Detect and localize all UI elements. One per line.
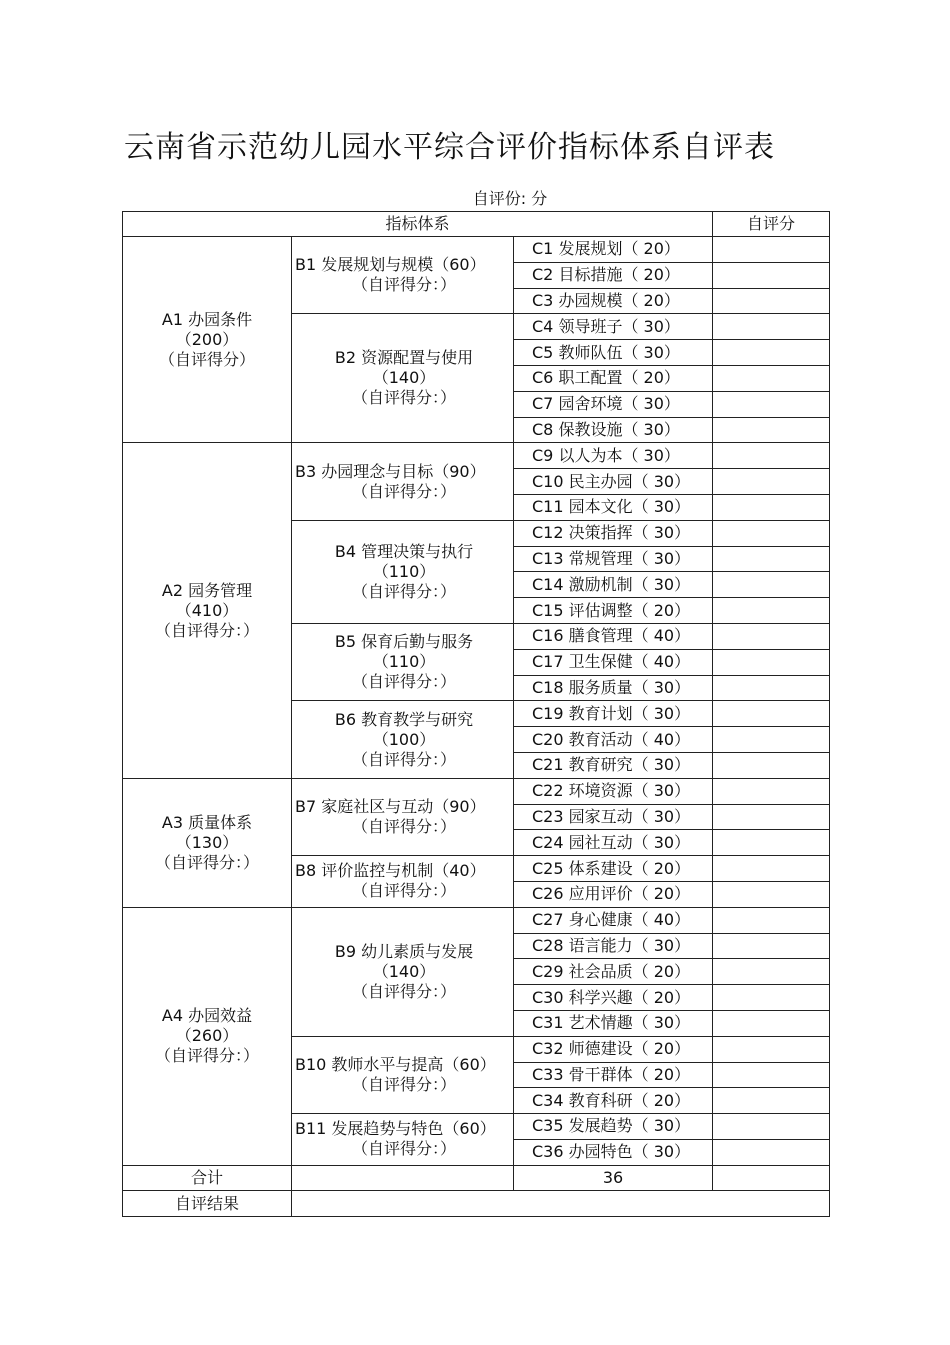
b-note: （自评得分：）: [351, 881, 456, 901]
score-cell[interactable]: [713, 985, 830, 1011]
c-item: C24 园社互动（ 30）: [514, 830, 713, 856]
c-item: C1 发展规划（ 20）: [514, 237, 713, 263]
score-cell[interactable]: [713, 701, 830, 727]
score-cell[interactable]: [713, 881, 830, 907]
a-name: A1 办园条件: [161, 309, 253, 329]
header-score: 自评分: [713, 212, 830, 237]
b-note: （自评得分：）: [351, 388, 456, 408]
a-name: A2 园务管理: [161, 580, 253, 600]
c-item: C21 教育研究（ 30）: [514, 752, 713, 778]
b-points: （140）: [372, 961, 436, 981]
b-name: B1 发展规划与规模（60）: [295, 255, 486, 275]
c-item: C23 园家互动（ 30）: [514, 804, 713, 830]
c-item: C13 常规管理（ 30）: [514, 546, 713, 572]
b-note: （自评得分：）: [351, 749, 456, 769]
score-cell[interactable]: [713, 959, 830, 985]
b6-cell: [292, 701, 514, 778]
c-item: C28 语言能力（ 30）: [514, 933, 713, 959]
score-cell[interactable]: [713, 649, 830, 675]
a2-cell: [123, 443, 292, 778]
b-name: B8 评价监控与机制（40）: [295, 861, 486, 881]
b-name: B5 保育后勤与服务: [334, 632, 474, 652]
c-item: C14 激励机制（ 30）: [514, 572, 713, 598]
c-item: C25 体系建设（ 20）: [514, 856, 713, 882]
c-item: C3 办园规模（ 20）: [514, 288, 713, 314]
score-cell[interactable]: [713, 830, 830, 856]
score-cell[interactable]: [713, 856, 830, 882]
a4-cell: [123, 907, 292, 1165]
table-row: [123, 443, 830, 469]
c-item: C18 服务质量（ 30）: [514, 675, 713, 701]
b8-cell: [292, 856, 514, 908]
c-item: C19 教育计划（ 30）: [514, 701, 713, 727]
score-cell[interactable]: [713, 365, 830, 391]
table-row: [123, 237, 830, 263]
b-name: B10 教师水平与提高（60）: [295, 1054, 496, 1074]
total-label: 合计: [123, 1165, 292, 1191]
b-name: B11 发展趋势与特色（60）: [295, 1119, 496, 1139]
b-note: （自评得分：）: [351, 672, 456, 692]
score-cell[interactable]: [713, 288, 830, 314]
b-note: （自评得分：）: [351, 581, 456, 601]
c-item: C33 骨干群体（ 20）: [514, 1062, 713, 1088]
score-cell[interactable]: [713, 804, 830, 830]
b11-cell: [292, 1114, 514, 1166]
c-item: C31 艺术情趣（ 30）: [514, 1010, 713, 1036]
total-count: 36: [514, 1165, 713, 1191]
score-cell[interactable]: [713, 494, 830, 520]
total-score-cell[interactable]: [713, 1165, 830, 1191]
a-note: （自评得分：）: [154, 620, 259, 640]
c-item: C20 教育活动（ 40）: [514, 727, 713, 753]
score-cell[interactable]: [713, 417, 830, 443]
b-name: B9 幼儿素质与发展: [334, 941, 474, 961]
b4-cell: [292, 520, 514, 623]
a-name: A4 办园效益: [161, 1006, 253, 1026]
header-system: 指标体系: [123, 212, 713, 237]
c-item: C26 应用评价（ 20）: [514, 881, 713, 907]
evaluation-table: [122, 211, 830, 1217]
b1-cell: [292, 237, 514, 314]
score-cell[interactable]: [713, 340, 830, 366]
b-note: （自评得分：）: [351, 816, 456, 836]
a-note: （自评得分：）: [154, 852, 259, 872]
b-points: （110）: [372, 561, 436, 581]
b-points: （100）: [372, 729, 436, 749]
b-name: B6 教育教学与研究: [334, 709, 474, 729]
a-points: （200）: [175, 329, 239, 349]
score-cell[interactable]: [713, 1114, 830, 1140]
a-points: （130）: [175, 832, 239, 852]
score-cell[interactable]: [713, 598, 830, 624]
score-cell[interactable]: [713, 1088, 830, 1114]
result-label: 自评结果: [123, 1191, 292, 1217]
score-cell[interactable]: [713, 907, 830, 933]
score-cell[interactable]: [713, 933, 830, 959]
score-cell[interactable]: [713, 237, 830, 263]
b-note: （自评得分：）: [351, 1139, 456, 1159]
b9-cell: [292, 907, 514, 1036]
score-cell[interactable]: [713, 778, 830, 804]
score-cell[interactable]: [713, 469, 830, 495]
a-name: A3 质量体系: [161, 812, 253, 832]
c-item: C29 社会品质（ 20）: [514, 959, 713, 985]
c-item: C17 卫生保健（ 40）: [514, 649, 713, 675]
b-note: （自评得分：）: [351, 981, 456, 1001]
header-row: [123, 212, 830, 237]
c-item: C30 科学兴趣（ 20）: [514, 985, 713, 1011]
c-item: C4 领导班子（ 30）: [514, 314, 713, 340]
score-cell[interactable]: [713, 391, 830, 417]
b5-cell: [292, 623, 514, 700]
c-item: C5 教师队伍（ 30）: [514, 340, 713, 366]
c-item: C34 教育科研（ 20）: [514, 1088, 713, 1114]
a-note: （自评得分：）: [154, 1046, 259, 1066]
b7-cell: [292, 778, 514, 855]
a1-cell: [123, 237, 292, 443]
table-row: [123, 778, 830, 804]
score-cell[interactable]: [713, 572, 830, 598]
total-row: [123, 1165, 830, 1191]
c-item: C12 决策指挥（ 30）: [514, 520, 713, 546]
total-b-cell[interactable]: [292, 1165, 514, 1191]
score-cell[interactable]: [713, 262, 830, 288]
score-cell[interactable]: [713, 675, 830, 701]
b-note: （自评得分：）: [351, 481, 456, 501]
self-score-line: 自评份: 分: [472, 189, 548, 208]
table-row: [123, 907, 830, 933]
c-item: C10 民主办园（ 30）: [514, 469, 713, 495]
c-item: C32 师德建设（ 20）: [514, 1036, 713, 1062]
score-cell[interactable]: [713, 1036, 830, 1062]
b3-cell: [292, 443, 514, 520]
score-cell[interactable]: [713, 727, 830, 753]
c-item: C22 环境资源（ 30）: [514, 778, 713, 804]
c-item: C27 身心健康（ 40）: [514, 907, 713, 933]
b-name: B3 办园理念与目标（90）: [295, 461, 486, 481]
c-item: C9 以人为本（ 30）: [514, 443, 713, 469]
b-note: （自评得分：）: [351, 1074, 456, 1094]
result-cell[interactable]: [292, 1191, 830, 1217]
score-cell[interactable]: [713, 752, 830, 778]
a-note: （自评得分）: [158, 349, 255, 369]
c-item: C6 职工配置（ 20）: [514, 365, 713, 391]
b-note: （自评得分：）: [351, 275, 456, 295]
b-name: B7 家庭社区与互动（90）: [295, 796, 486, 816]
b-points: （140）: [372, 368, 436, 388]
result-row: [123, 1191, 830, 1217]
score-cell[interactable]: [713, 1062, 830, 1088]
c-item: C16 膳食管理（ 40）: [514, 623, 713, 649]
score-cell[interactable]: [713, 1139, 830, 1165]
b2-cell: [292, 314, 514, 443]
b-name: B2 资源配置与使用: [334, 348, 474, 368]
c-item: C35 发展趋势（ 30）: [514, 1114, 713, 1140]
page-title: 云南省示范幼儿园水平综合评价指标体系自评表: [124, 130, 775, 165]
b10-cell: [292, 1036, 514, 1113]
a-points: （410）: [175, 600, 239, 620]
c-item: C36 办园特色（ 30）: [514, 1139, 713, 1165]
b-points: （110）: [372, 652, 436, 672]
a3-cell: [123, 778, 292, 907]
score-cell[interactable]: [713, 623, 830, 649]
c-item: C8 保教设施（ 30）: [514, 417, 713, 443]
c-item: C15 评估调整（ 20）: [514, 598, 713, 624]
score-cell[interactable]: [713, 443, 830, 469]
c-item: C11 园本文化（ 30）: [514, 494, 713, 520]
b-name: B4 管理决策与执行: [334, 541, 474, 561]
score-cell[interactable]: [713, 520, 830, 546]
score-cell[interactable]: [713, 1010, 830, 1036]
score-cell[interactable]: [713, 314, 830, 340]
c-item: C2 目标措施（ 20）: [514, 262, 713, 288]
score-cell[interactable]: [713, 546, 830, 572]
c-item: C7 园舍环境（ 30）: [514, 391, 713, 417]
a-points: （260）: [175, 1026, 239, 1046]
